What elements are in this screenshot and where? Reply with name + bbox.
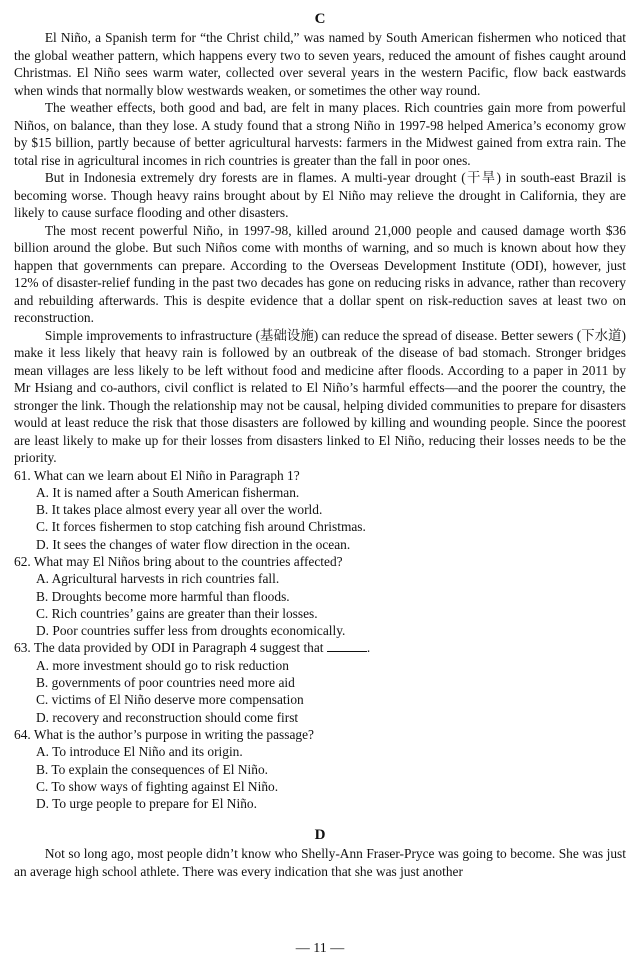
option-b: B. To explain the consequences of El Niño. <box>36 761 268 777</box>
option-a: A. It is named after a South American fisherman. <box>36 484 300 500</box>
section-d-paragraph: Not so long ago, most people didn’t know who Shelly-Ann Fraser-Pryce was going to become. She was just an average high school athlete. There was every indication that she was just another <box>14 846 626 879</box>
option-b: B. It takes place almost every year all over the world. <box>36 502 323 518</box>
paragraph-2: The weather effects, both good and bad, are felt in many places. Rich countries gain more from powerful Niños, on balance, than they lose. A study found that a strong Niño in 1997-98 helped America’s economy grow by $15 billion, partly because of better agricultural harvests: farmers in the Midwest gained from extra rain. The total rise in agricultural incomes in rich countries is greater than the fall in poor ones. <box>14 100 626 168</box>
question-stem: 62. What may El Niños bring about to the countries affected? <box>14 553 343 569</box>
paragraph-1: El Niño, a Spanish term for “the Christ child,” was named by South American fishermen who noticed that the global weather pattern, which happens every two to seven years, reduced the amount of fishes caught around Christmas. El Niño sees warm water, collected over several years in the western Pacific, flow back eastwards when winds that normally blow westwards weaken, or sometimes the other way round. <box>14 30 626 98</box>
question-64 <box>14 726 626 812</box>
answer-blank <box>327 639 367 652</box>
question-62 <box>14 553 626 639</box>
option-a: A. To introduce El Niño and its origin. <box>36 744 243 760</box>
option-d: D. It sees the changes of water flow direction in the ocean. <box>36 536 351 552</box>
option-b: B. Droughts become more harmful than floods. <box>36 588 290 604</box>
option-a: A. Agricultural harvests in rich countries fall. <box>36 571 280 587</box>
question-stem: 64. What is the author’s purpose in writing the passage? <box>14 726 314 742</box>
question-stem: 63. The data provided by ODI in Paragraph 4 suggest that <box>14 640 324 656</box>
option-d: D. To urge people to prepare for El Niño. <box>36 796 257 812</box>
option-c: C. To show ways of fighting against El Niño. <box>36 778 279 794</box>
option-b: B. governments of poor countries need more aid <box>36 675 295 691</box>
section-c-heading: C <box>314 11 326 27</box>
option-c: C. It forces fishermen to stop catching fish around Christmas. <box>36 519 366 535</box>
section-d-heading: D <box>314 827 326 844</box>
section-gap <box>14 812 626 826</box>
paragraph-5: Simple improvements to infrastructure (基础设施) can reduce the spread of disease. Better sewers (下水道) make it less likely that heavy rain is followed by an outbreak of the disease of bad stomach. Stronger bridges mean villages are less likely to be left without food and medicine after floods. According to a paper in 2011 by Mr Hsiang and co-authors, civil conflict is related to El Niño’s harmful effects—and the poorer the country, the stronger the link. Though the relationship may not be causal, helping divided communities to prepare for disasters would at least reduce the risk that those disasters are followed by killing and wounding people. Since the poorest are least likely to make up for their losses from disasters linked to El Niño, reducing their losses needs to be the priority. <box>14 327 626 465</box>
option-d: D. recovery and reconstruction should come first <box>36 709 299 725</box>
option-c: C. victims of El Niño deserve more compensation <box>36 692 304 708</box>
question-61 <box>14 467 626 553</box>
question-63 <box>14 639 626 725</box>
document-page <box>14 10 626 880</box>
option-d: D. Poor countries suffer less from droughts economically. <box>36 623 346 639</box>
option-c: C. Rich countries’ gains are greater than their losses. <box>36 605 318 621</box>
question-stem-end: . <box>366 640 371 656</box>
question-stem: 61. What can we learn about El Niño in Paragraph 1? <box>14 467 300 483</box>
question-stem-line <box>14 639 626 656</box>
paragraph-4: The most recent powerful Niño, in 1997-98, killed around 21,000 people and caused damage worth $36 billion around the globe. But such Niños come with months of warning, and so much is known about how they happen that governments can prepare. According to the Overseas Development Institute (ODI), however, just 12% of disaster-relief funding in the past two decades has gone on reducing risks in advance, rather than recovery and rebuilding afterwards. This is despite evidence that a dollar spent on risk-reduction saves at least two on reconstruction. <box>14 222 626 325</box>
page-number: — 11 — <box>295 941 345 956</box>
option-a: A. more investment should go to risk reduction <box>36 657 289 673</box>
paragraph-3: But in Indonesia extremely dry forests are in flames. A multi-year drought (干旱) in south-east Brazil is becoming worse. Though heavy rains brought about by El Niño may relieve the drought in California, they are likely to cause surface flooding and other disasters. <box>14 170 626 220</box>
